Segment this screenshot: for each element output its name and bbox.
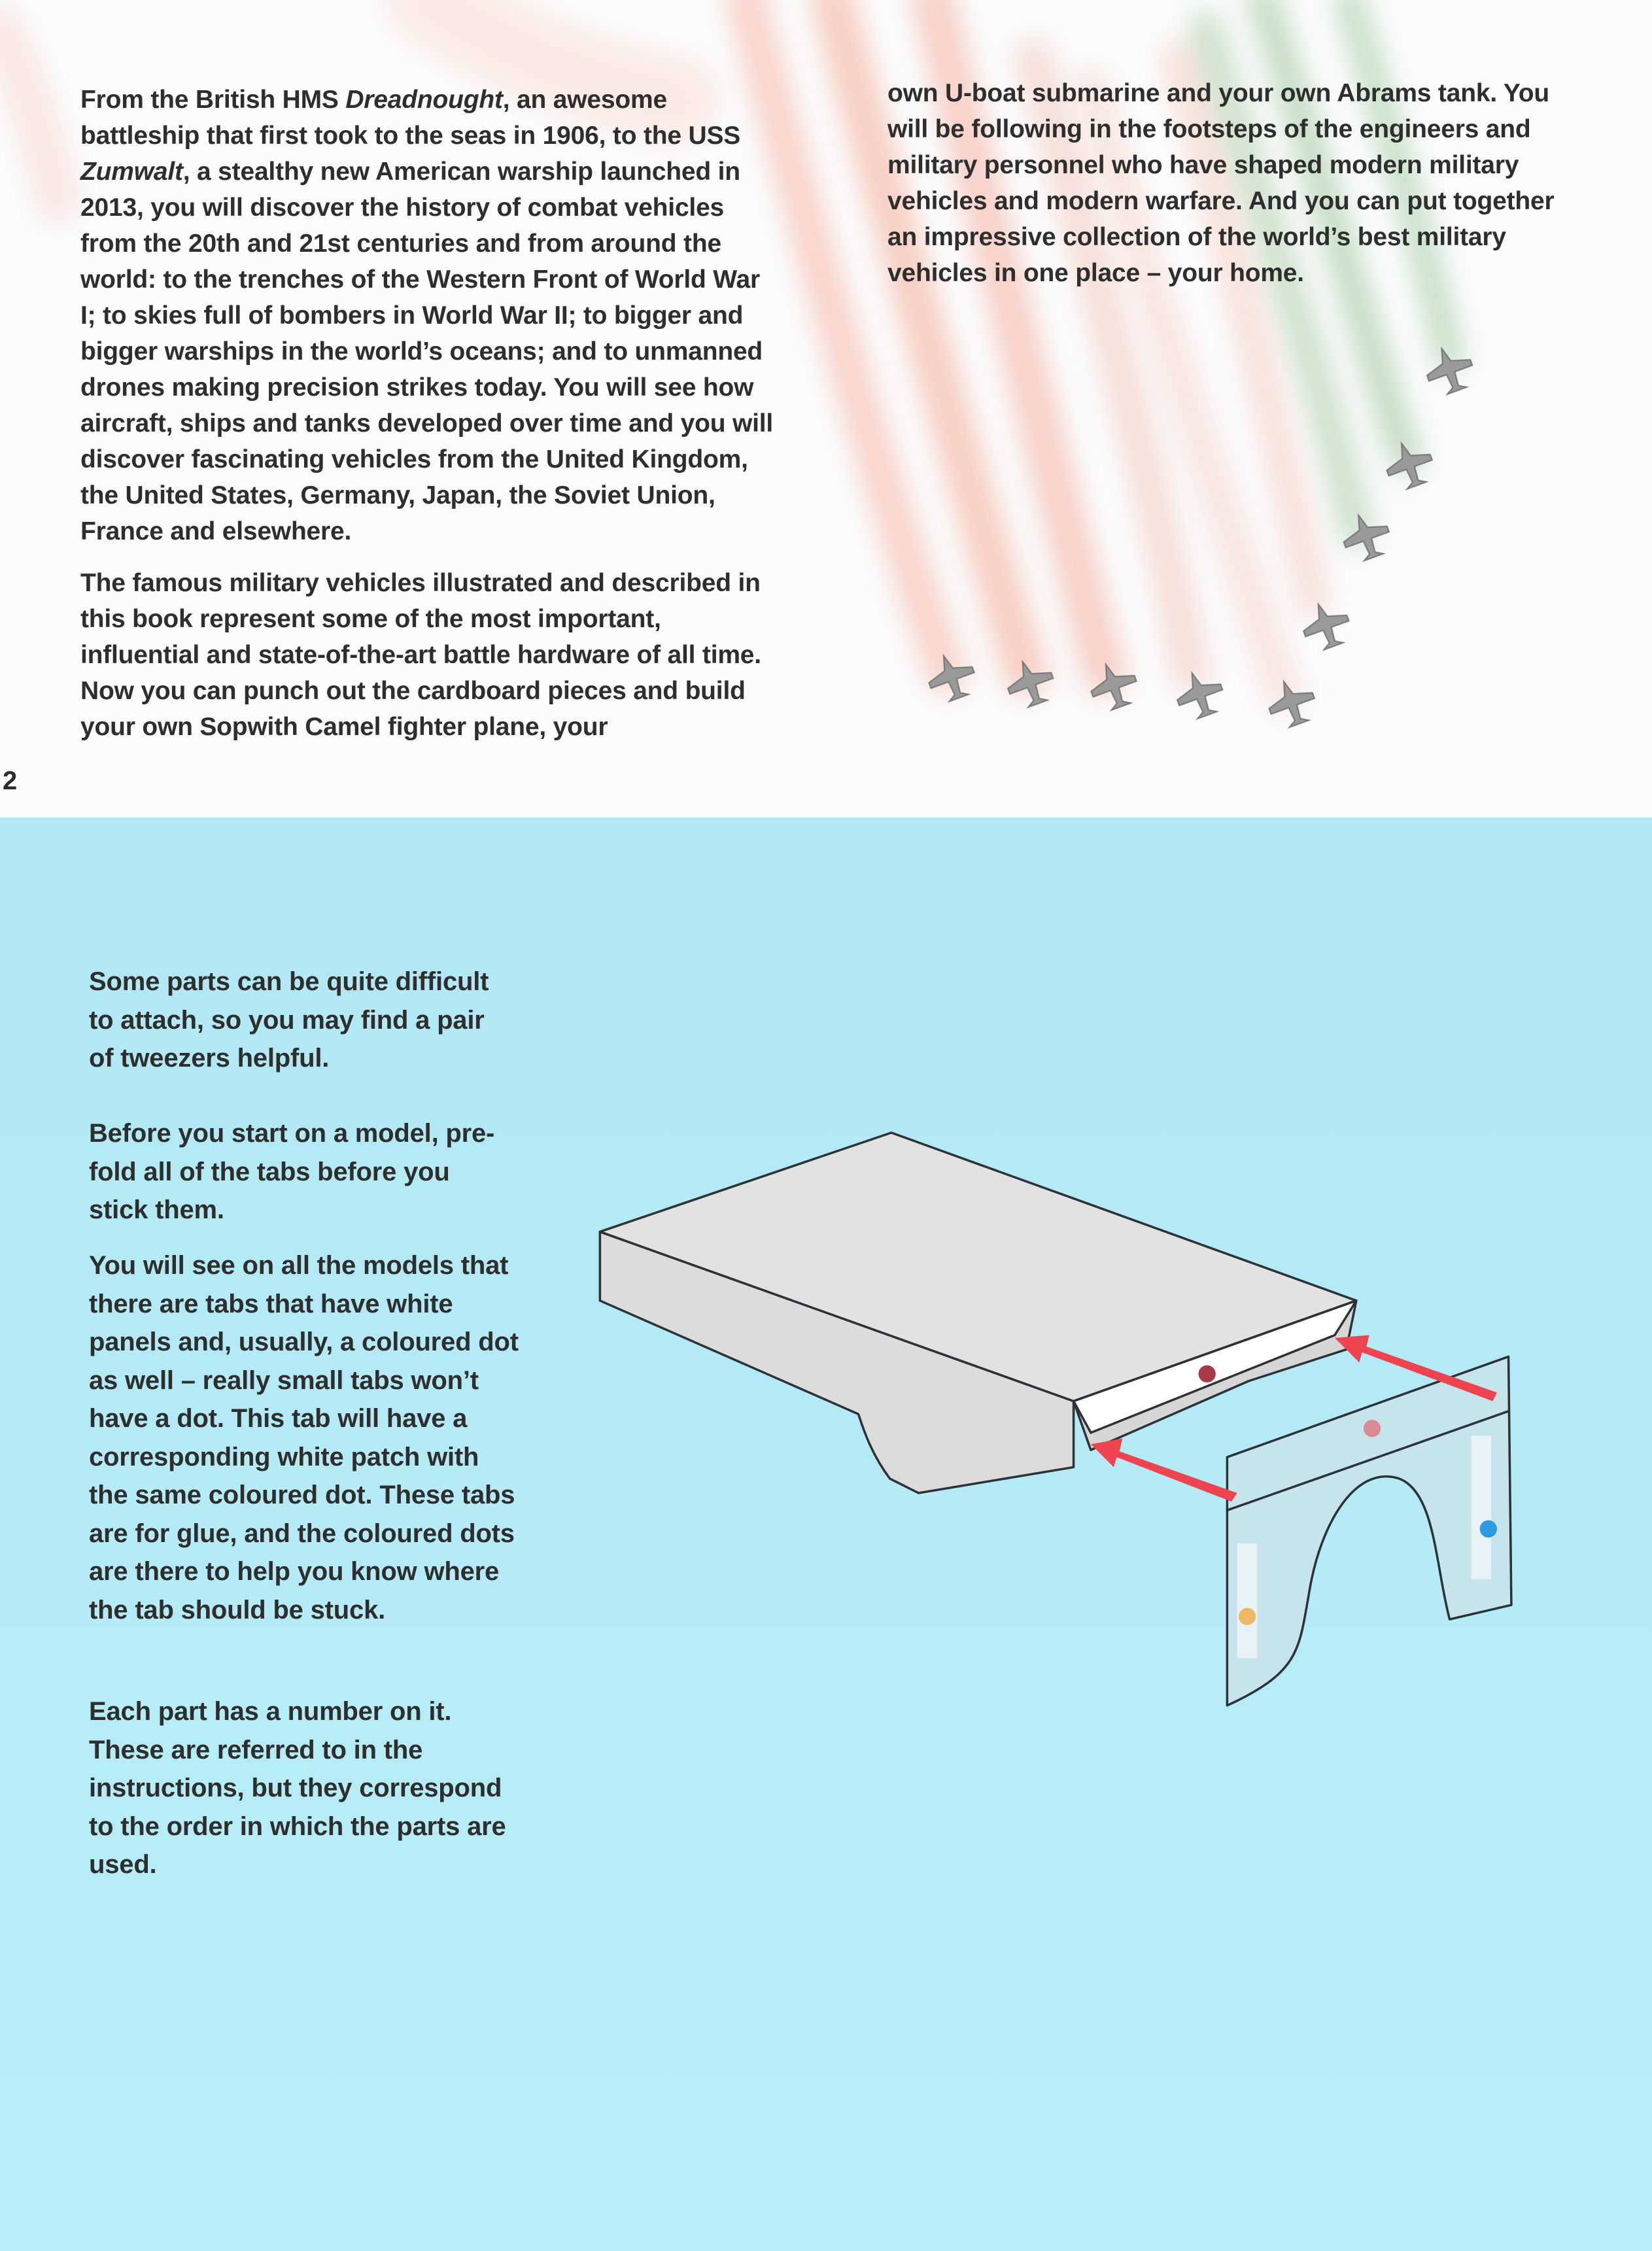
intro-paragraph-2: The famous military vehicles illustrated and described in this book represent some of the most important, influential and state-of-the-art battle hardware of all time. Now you can punch out the cardboard pieces and build your own Sopwith Camel fighter plane, your: [80, 569, 761, 741]
intro-paragraph-1: From the British HMS Dreadnought, an awesome battleship that first took to the seas in 1906, to the USS Zumwalt, a stealthy new American warship launched in 2013, you will discover the history of combat vehicles from the 20th and 21st centuries and from around the world: to the trenches of the Western Front of World War I; to skies full of bombers in World War II; to bigger and bigger warships in the world’s oceans; and to unmanned drones making precision strikes today. You will see how aircraft, ships and tanks developed over time and you will discover fascinating vehicles from the United Kingdom, the United States, Germany, Japan, the Soviet Union, France and elsewhere.: [80, 86, 774, 545]
red-dot-frame: [1364, 1420, 1381, 1437]
frame-piece: [1227, 1356, 1511, 1705]
red-dot-tab: [1199, 1366, 1216, 1383]
page-number: 2: [3, 766, 18, 795]
tip-prefold: Before you start on a model, pre-fold all of the tabs before you stick them.: [89, 1119, 495, 1224]
blue-dot: [1480, 1521, 1497, 1538]
arrow-lower-icon: [1091, 1439, 1237, 1502]
tip-part-numbers: Each part has a number on it. These are referred to in the instructions, but they correspond to the order in which the parts are used.: [89, 1697, 506, 1879]
intro-paragraph-3: own U-boat submarine and your own Abrams tank. You will be following in the footsteps of the engineers and military personnel who have shaped modern military vehicles and modern warfare. And you can put together an impressive collection of the world’s best military vehicles in one place – your home.: [887, 79, 1555, 287]
tip-tweezers: Some parts can be quite difficult to attach, so you may find a pair of tweezers helpful.: [89, 967, 489, 1073]
tip-glue-tabs: You will see on all the models that there are tabs that have white panels and, usually, a coloured dot as well – really small tabs won’t have a dot. This tab will have a corresponding white patch with the same coloured dot. These tabs are for glue, and the coloured dots are there to help you know where the tab should be stuck.: [89, 1251, 519, 1624]
assembly-diagram: [600, 1133, 1511, 1706]
yellow-dot: [1239, 1608, 1256, 1625]
